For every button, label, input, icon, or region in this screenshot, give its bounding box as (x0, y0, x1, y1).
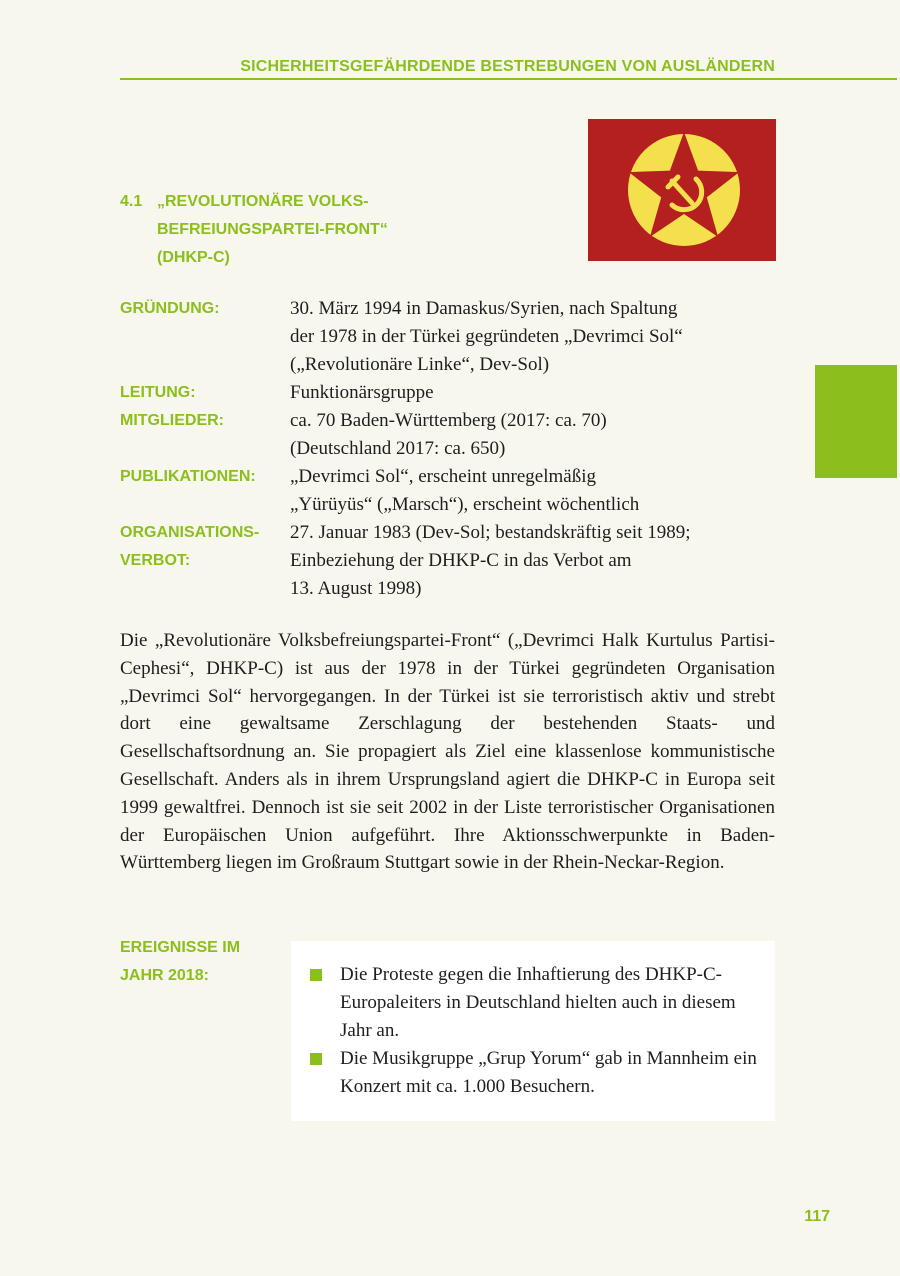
list-item (310, 1045, 765, 1101)
fact-row-mitglieder (120, 407, 780, 463)
events-label (120, 934, 240, 990)
fact-label-line: ORGANISATIONS- (120, 524, 260, 541)
fact-label: MITGLIEDER: (120, 412, 224, 429)
body-paragraph: Die „Revolutionäre Volksbefreiungspartei-Front“ („Devrimci Halk Kurtulus Partisi-Cephesi“, DHKP-C) ist aus der 1978 in der Türkei gegründeten Organisation „Devrimci Sol“ hervorgegangen. In der Türkei ist sie terroristisch aktiv und strebt dort eine gewaltsame Zerschlagung der bestehenden Staats- und Gesellschaftsordnung an. Sie propagiert als Ziel eine klassenlose kommunistische Gesellschaft. Anders als in ihrem Ursprungsland agiert die DHKP-C in Europa seit 1999 gewaltfrei. Dennoch ist sie seit 2002 in der Liste terroristischer Organisationen der Europäischen Union aufgeführt. Ihre Aktionsschwerpunkte in Baden-Württemberg liegen im Großraum Stuttgart sowie in der Rhein-Neckar-Region. (120, 630, 775, 874)
section-title-line: BEFREIUNGSPARTEI-FRONT“ (157, 221, 388, 238)
page-number: 117 (804, 1208, 830, 1225)
fact-row-gruendung (120, 295, 780, 379)
fact-value (290, 295, 780, 379)
events-label-line: EREIGNISSE IM (120, 939, 241, 956)
fact-value (290, 463, 780, 519)
fact-value (290, 519, 780, 603)
list-item-text: Die Musikgruppe „Grup Yorum“ gab in Mannheim ein Konzert mit ca. 1.000 Besuchern. (340, 1048, 757, 1097)
fact-table (120, 295, 780, 603)
fact-value-line: (Deutschland 2017: ca. 650) (290, 438, 506, 459)
chapter-thumb-tab (815, 365, 897, 478)
fact-value-line: 27. Januar 1983 (Dev-Sol; bestandskräftig seit 1989; (290, 522, 691, 543)
section-number: 4.1 (120, 193, 143, 210)
fact-value-line: „Yürüyüs“ („Marsch“), erscheint wöchentlich (290, 494, 640, 515)
fact-value-line: Funktionärsgruppe (290, 382, 434, 403)
fact-value-line: „Devrimci Sol“, erscheint unregelmäßig (290, 466, 597, 487)
fact-label-line: VERBOT: (120, 552, 191, 569)
fact-value-line: („Revolutionäre Linke“, Dev-Sol) (290, 354, 550, 375)
fact-value-line: der 1978 in der Türkei gegründeten „Devrimci Sol“ (290, 326, 683, 347)
fact-label: PUBLIKATIONEN: (120, 468, 256, 485)
dhkp-c-flag (588, 119, 776, 261)
fact-row-publikationen (120, 463, 780, 519)
fact-value (290, 379, 780, 407)
fact-row-organisationsverbot (120, 519, 780, 603)
fact-value-line: Einbeziehung der DHKP-C in das Verbot am (290, 550, 632, 571)
fact-value-line: 30. März 1994 in Damaskus/Syrien, nach Spaltung (290, 298, 678, 319)
fact-row-leitung (120, 379, 780, 407)
events-label-line: JAHR 2018: (120, 967, 209, 984)
fact-label: GRÜNDUNG: (120, 300, 220, 317)
running-head: SICHERHEITSGEFÄHRDENDE BESTREBUNGEN VON AUSLÄNDERN (240, 58, 775, 75)
fact-value-line: 13. August 1998) (290, 578, 422, 599)
list-item (310, 961, 765, 1045)
square-bullet-icon (310, 1053, 322, 1065)
fact-value-line: ca. 70 Baden-Württemberg (2017: ca. 70) (290, 410, 607, 431)
square-bullet-icon (310, 969, 322, 981)
header-rule (120, 78, 897, 80)
events-list (310, 961, 765, 1101)
list-item-text: Die Proteste gegen die Inhaftierung des DHKP-C-Europaleiters in Deutschland hielten auch in diesem Jahr an. (340, 964, 736, 1041)
section-title-line: (DHKP-C) (157, 249, 230, 266)
fact-value (290, 407, 780, 463)
fact-label (120, 519, 285, 575)
fact-label: LEITUNG: (120, 384, 196, 401)
section-title-line: „REVOLUTIONÄRE VOLKS- (157, 193, 369, 210)
